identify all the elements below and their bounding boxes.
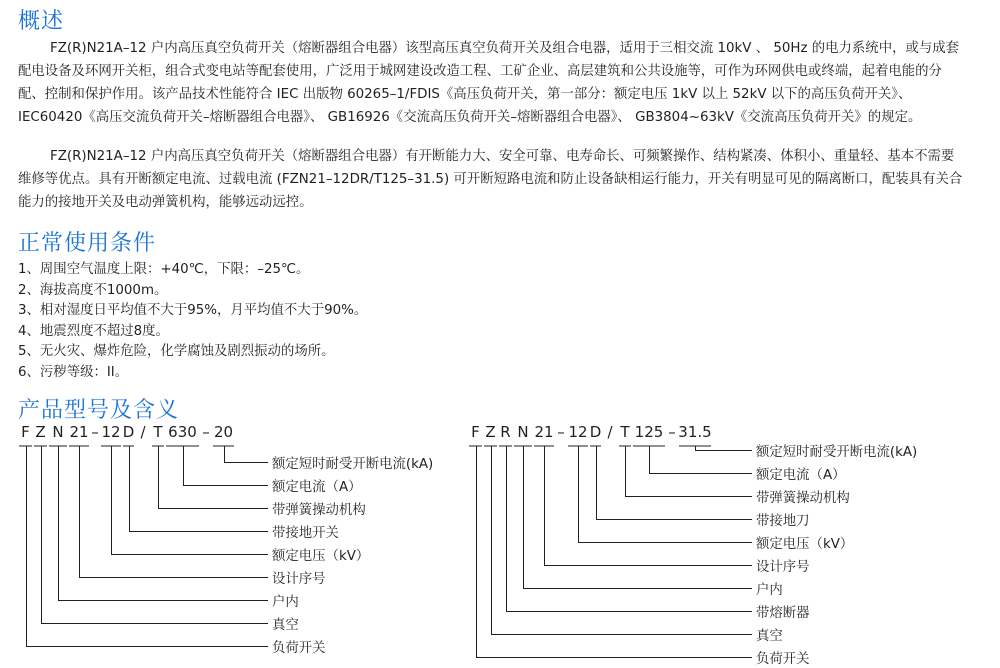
connector-line	[597, 446, 753, 520]
model-code-segment: 125	[634, 423, 664, 441]
model-code-segment: T	[620, 423, 630, 441]
model-code-segment: /	[607, 423, 613, 441]
model-heading: 产品型号及含义	[18, 398, 180, 423]
connector-line	[524, 446, 753, 589]
model-code-segment: 21	[69, 423, 89, 441]
model-label: 负荷开关	[272, 641, 326, 656]
model-code-segment: –	[91, 423, 99, 441]
left-diagram-lines	[19, 446, 268, 647]
model-label: 额定短时耐受开断电流(kA)	[756, 445, 918, 460]
condition-item: 1、周围空气温度上限：+40℃，下限：–25℃。	[18, 262, 310, 277]
condition-item: 5、无火灾、爆炸危险，化学腐蚀及剧烈振动的场所。	[18, 344, 335, 359]
model-label: 带接地刀	[756, 514, 810, 529]
model-code-segment: 31.5	[678, 423, 712, 441]
model-label: 设计序号	[272, 572, 326, 587]
model-code-segment: R	[500, 423, 511, 441]
connector-line	[130, 446, 269, 532]
connector-line	[27, 446, 269, 647]
model-label: 带弹簧操动机构	[756, 491, 850, 506]
overview-heading: 概述	[18, 9, 65, 34]
model-label: 带熔断器	[756, 606, 810, 621]
model-label: 设计序号	[756, 560, 810, 575]
model-label: 额定电压（kV）	[272, 549, 370, 564]
right-model-code	[468, 423, 712, 441]
connector-line	[42, 446, 269, 624]
connector-line	[492, 446, 753, 635]
condition-item: 2、海拔高度不1000m。	[18, 282, 168, 298]
condition-item: 4、地震烈度不超过8度。	[18, 323, 169, 339]
condition-item: 6、污秽等级：II。	[18, 364, 129, 380]
connector-line	[626, 446, 753, 497]
connector-line	[159, 446, 269, 509]
model-code-segment: T	[153, 423, 163, 441]
model-code-segment: D	[122, 423, 135, 441]
model-label: 带弹簧操动机构	[272, 503, 366, 518]
model-label: 真空	[272, 618, 299, 633]
model-code-segment: 630	[168, 423, 197, 441]
model-label: 负荷开关	[756, 652, 810, 667]
model-code-segment: F	[21, 423, 30, 441]
connector-line	[545, 446, 753, 566]
connector-line	[225, 446, 269, 463]
condition-item: 3、相对湿度日平均值不大于95%，月平均值不大于90%。	[18, 303, 368, 318]
overview-paragraph-1-text: FZ(R)N21A–12 户内高压真空负荷开关（熔断器组合电器）该型高压真空负荷开关及组合电器，适用于三相交流 10kV 、 50Hz 的电力系统中，或与成套配电设备及环网开关柜，组合式变电站等配套使用，广泛用于城网建设改造工程、工矿企业、高层建筑和公共设施等，可作为环网供电或终端，起着电能的分配、控制和保护作用。该产品技术性能符合 IEC 出版物 60265–1/FDIS《高压负荷开关，第一部分：额定电压 1kV 以上 52kV 以下的高压负荷开关》、 IEC60420《高压交流负荷开关–熔断器组合电器》、 GB16926《交流高压负荷开关–熔断器组合电器》、 GB3804~63kV《交流高压负荷开关》的规定。	[18, 41, 960, 125]
model-label: 带接地开关	[272, 526, 339, 541]
model-code-segment: N	[517, 423, 529, 441]
model-code-segment: –	[557, 423, 565, 441]
model-label: 额定电压（kV）	[756, 537, 854, 552]
model-code-segment: 12	[101, 423, 121, 441]
model-code-segment: Z	[35, 423, 46, 441]
model-label: 户内	[756, 583, 783, 598]
connector-line	[507, 446, 753, 612]
model-label: 户内	[272, 595, 299, 610]
model-code-segment: –	[202, 423, 210, 441]
connector-line	[477, 446, 753, 658]
model-code-segment: D	[589, 423, 602, 441]
model-label: 额定电流（A）	[756, 468, 846, 483]
model-code-segment: 20	[213, 423, 234, 441]
model-label: 额定短时耐受开断电流(kA)	[272, 457, 434, 472]
connector-line	[696, 446, 753, 451]
overview-paragraph-2-text: FZ(R)N21A–12 户内高压真空负荷开关（熔断器组合电器）有开断能力大、安全可靠、电寿命长、可频繁操作、结构紧凑、体积小、重量轻、基本不需要维修等优点。具有开断额定电流、过载电流 (FZN21–12DR/T125–31.5) 可开断短路电流和防止设备缺相运行能力，开关有明显可见的隔离断口，配装具有关合能力的接地开关及电动弹簧机构，能够远动远控。	[18, 149, 963, 210]
model-label: 真空	[756, 629, 783, 644]
model-label: 额定电流（A）	[272, 480, 362, 495]
conditions-heading: 正常使用条件	[18, 231, 157, 256]
connector-line	[80, 446, 269, 578]
model-code-segment: 12	[568, 423, 588, 441]
model-code-segment: F	[471, 423, 480, 441]
connector-line	[184, 446, 269, 486]
model-code-segment: 21	[534, 423, 554, 441]
left-model-code	[18, 423, 235, 441]
model-code-segment: /	[140, 423, 146, 441]
model-code-segment: Z	[485, 423, 496, 441]
right-diagram-lines	[469, 446, 752, 658]
model-code-segment: N	[52, 423, 64, 441]
connector-line	[579, 446, 753, 543]
model-code-segment: –	[668, 423, 676, 441]
